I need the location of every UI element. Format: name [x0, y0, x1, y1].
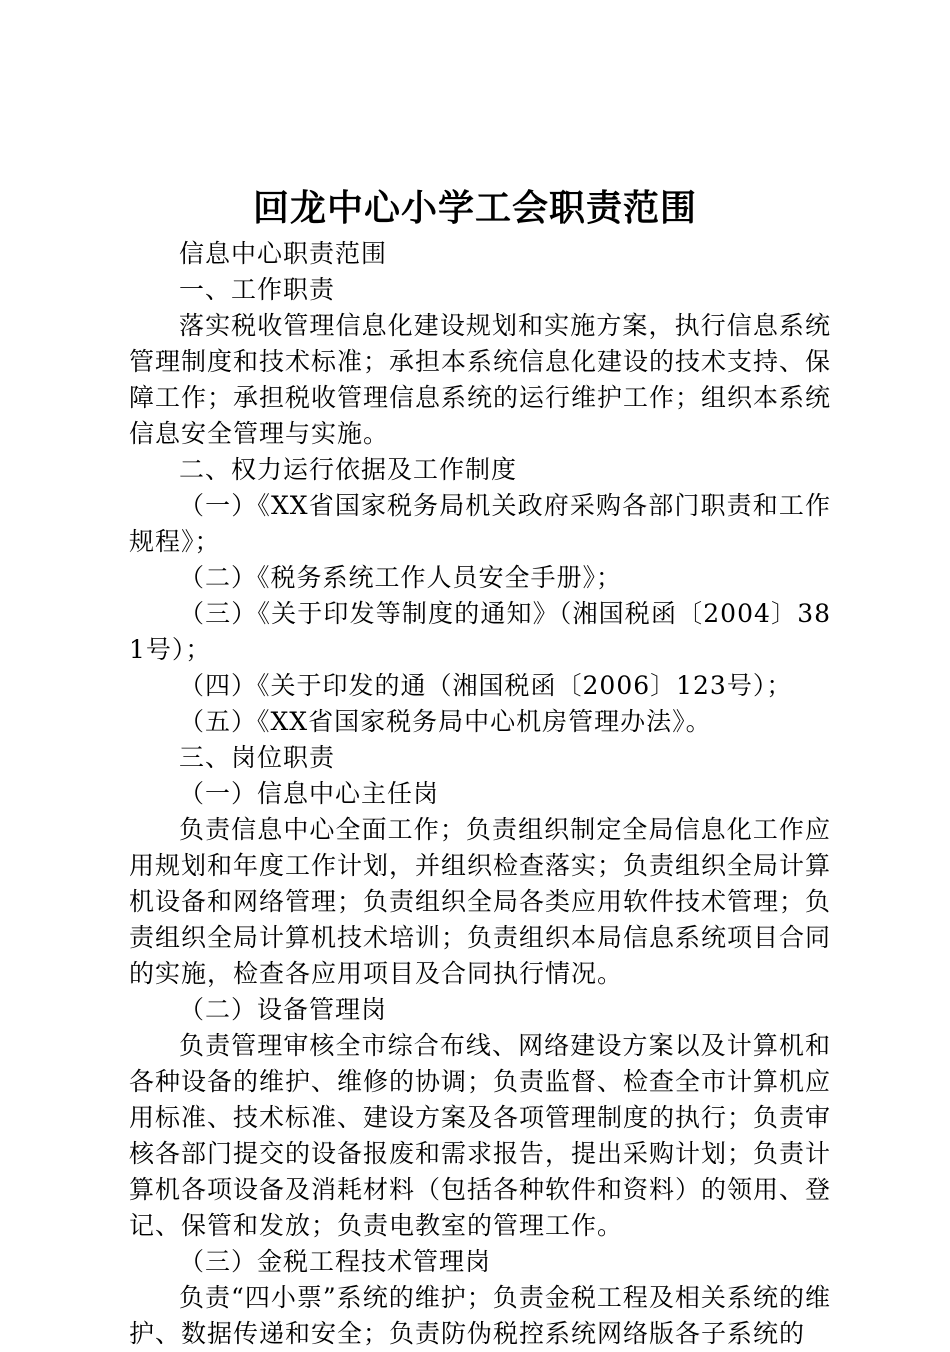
paragraph-duties-text: 落实税收管理信息化建设规划和实施方案，执行信息系统管理制度和技术标准；承担本系统信息化建设的技术支持、保障工作；承担税收管理信息系统的运行维护工作；组织本系统信息安全管理与实施。: [129, 311, 832, 448]
paragraph-basis-item-1: （一）《XX省国家税务局机关政府采购各部门职责和工作规程》；: [129, 491, 831, 556]
paragraph-basis-item-3: （三）《关于印发等制度的通知》（湘国税函〔2004〕381号）；: [129, 599, 831, 664]
document-body: [129, 236, 831, 1352]
paragraph-basis-item-2: （二）《税务系统工作人员安全手册》；: [179, 563, 623, 592]
paragraph-basis-item-4: （四）《关于印发的通（湘国税函〔2006〕123号）；: [179, 671, 793, 700]
paragraph-section-heading: 信息中心职责范围: [179, 239, 388, 268]
paragraph-heading-basis: 二、权力运行依据及工作制度: [179, 455, 518, 484]
paragraph-director-text: 负责信息中心全面工作；负责组织制定全局信息化工作应用规划和年度工作计划，并组织检查落实；负责组织全局计算机设备和网络管理；负责组织全局各类应用软件技术管理；负责组织全局计算机技术培训；负责组织本局信息系统项目合同的实施，检查各应用项目及合同执行情况。: [129, 815, 832, 988]
paragraph-basis-item-5: （五）《XX省国家税务局中心机房管理办法》。: [179, 707, 712, 736]
paragraph-heading-positions: 三、岗位职责: [179, 743, 336, 772]
paragraph-equipment-text: 负责管理审核全市综合布线、网络建设方案以及计算机和各种设备的维护、维修的协调；负责监督、检查全市计算机应用标准、技术标准、建设方案及各项管理制度的执行；负责审核各部门提交的设备报废和需求报告，提出采购计划；负责计算机各项设备及消耗材料（包括各种软件和资料）的领用、登记、保管和发放；负责电教室的管理工作。: [129, 1031, 832, 1240]
paragraph-position-director: （一）信息中心主任岗: [179, 779, 440, 808]
paragraph-heading-duties: 一、工作职责: [179, 275, 336, 304]
document-title: 回龙中心小学工会职责范围: [252, 187, 697, 229]
paragraph-position-golden-tax: （三）金税工程技术管理岗: [179, 1247, 492, 1276]
paragraph-golden-tax-text: 负责“四小票”系统的维护；负责金税工程及相关系统的维护、数据传递和安全；负责防伪税控系统网络版各子系统的: [129, 1283, 831, 1348]
paragraph-position-equipment: （二）设备管理岗: [179, 995, 388, 1024]
